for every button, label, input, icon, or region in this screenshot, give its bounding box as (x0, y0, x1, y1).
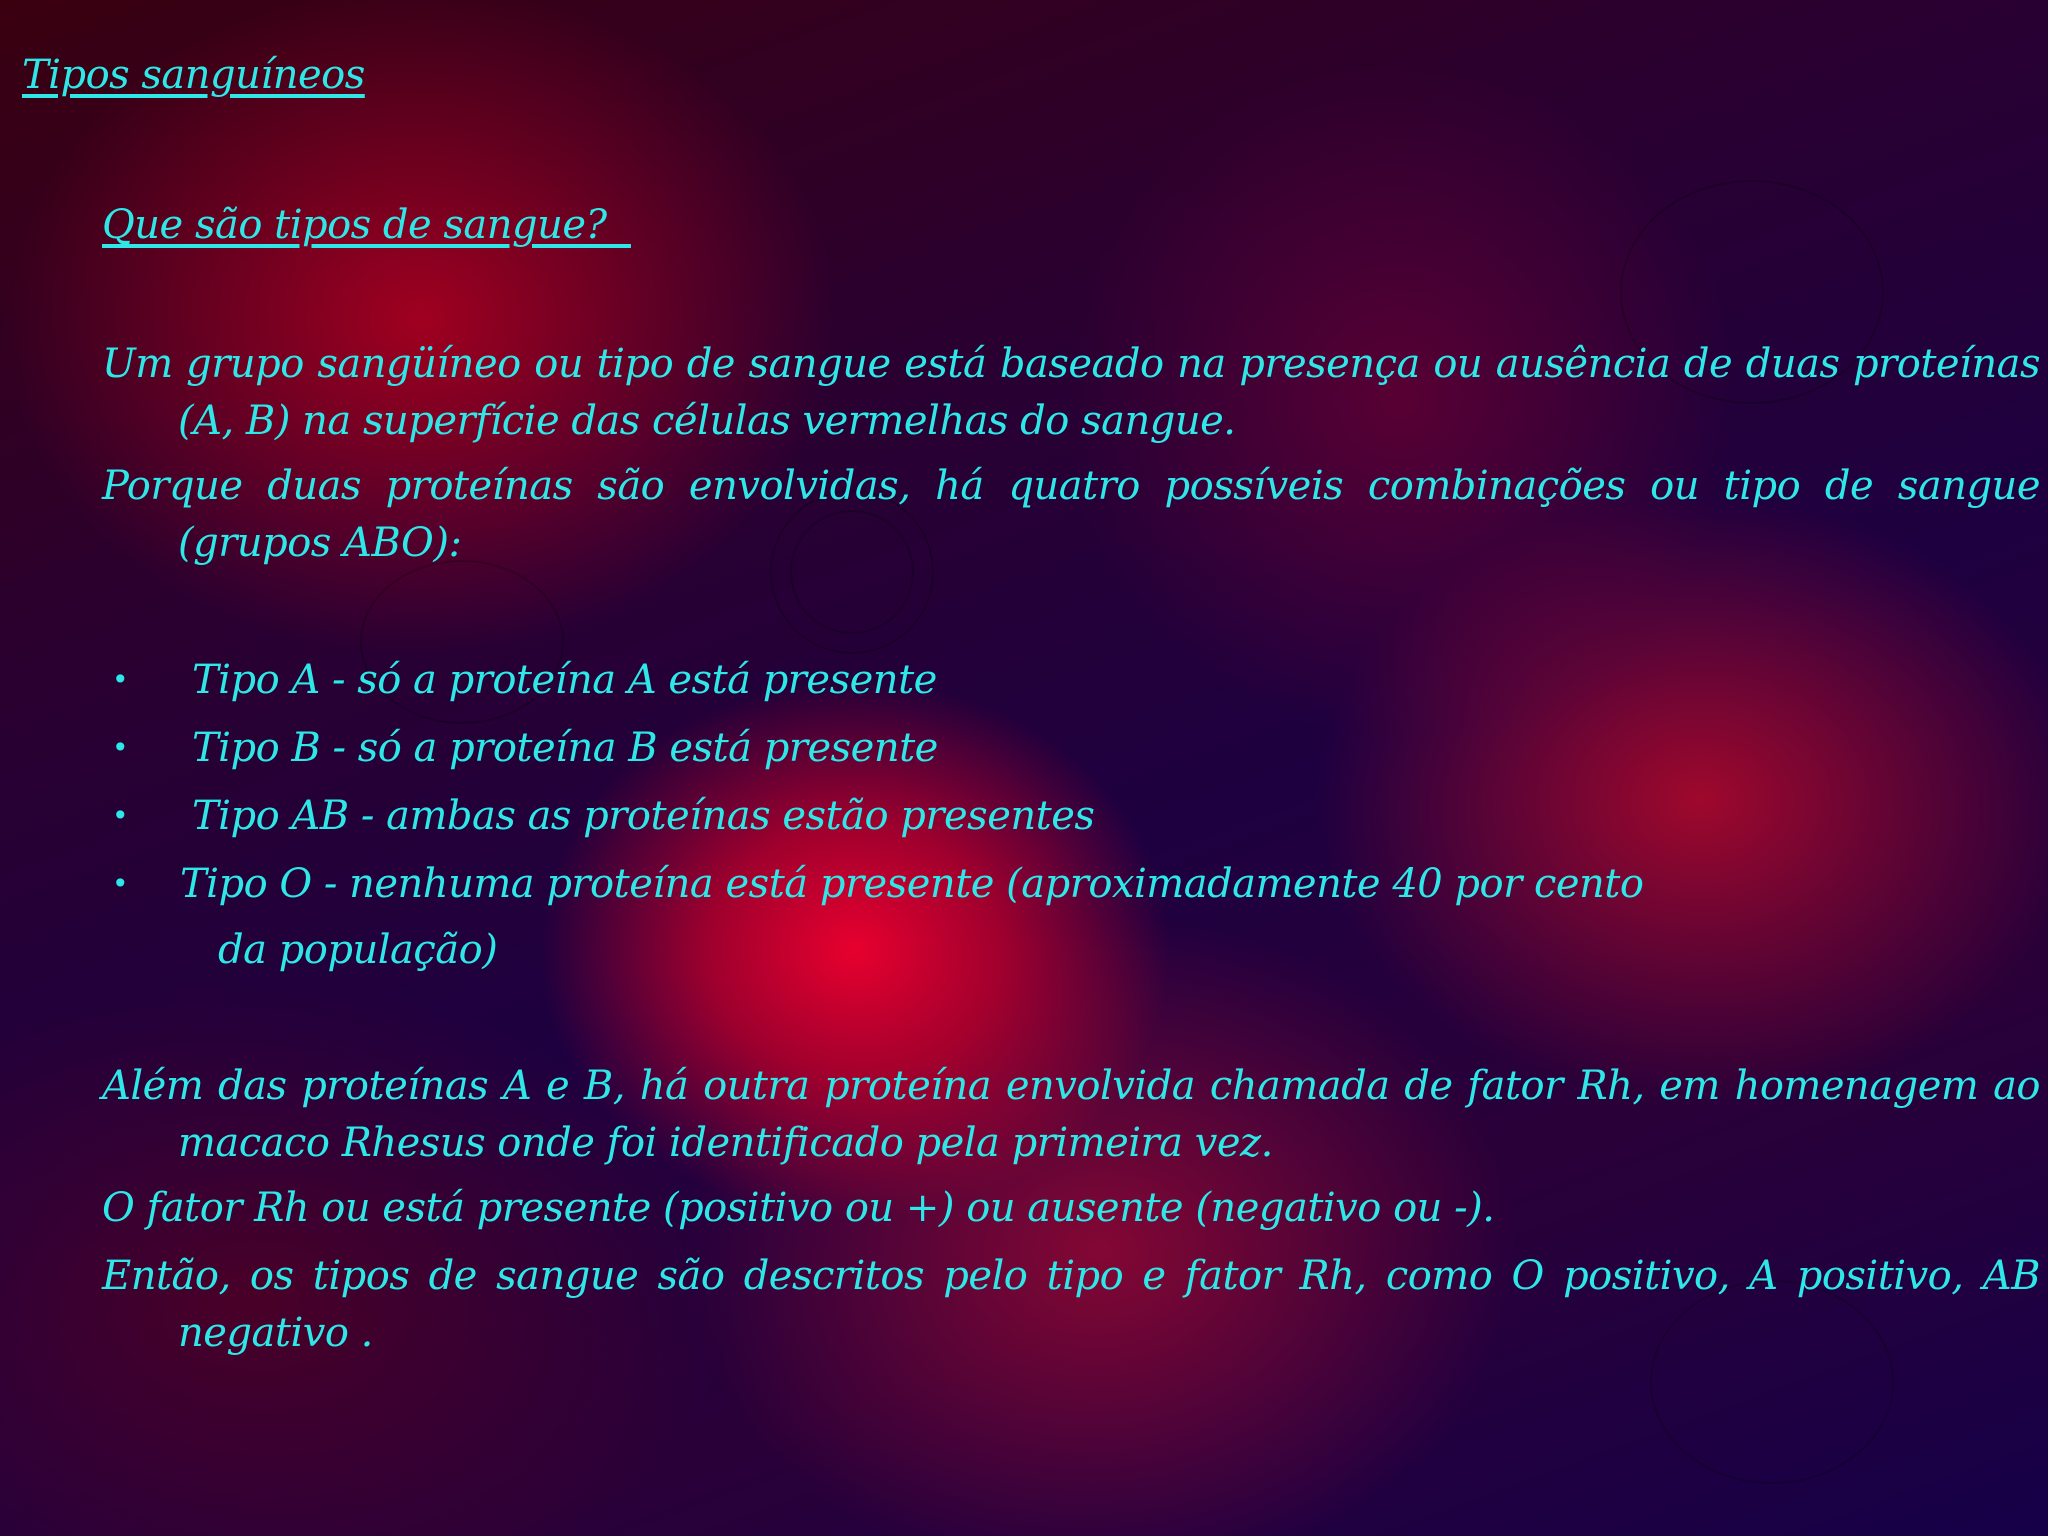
paragraph-abo-combinations: Porque duas proteínas são envolvidas, há quatro possíveis combinações ou tipo de sangue (grupos ABO): (102, 463, 2040, 566)
list-item-text: Tipo B - só a proteína B está presente (192, 725, 938, 771)
bullet-icon: • (112, 731, 129, 764)
list-item-continuation: da população) (218, 927, 498, 973)
list-item-text: Tipo A - só a proteína A está presente (192, 657, 937, 703)
paragraph-rh-factor: Além das proteínas A e B, há outra proteína envolvida chamada de fator Rh, em homenagem ao macaco Rhesus onde foi identificado pela primeira vez. (102, 1063, 2040, 1166)
bullet-icon: • (112, 663, 129, 696)
bullet-icon: • (112, 799, 129, 832)
bullet-icon: • (112, 867, 129, 900)
paragraph-rh-presence: O fator Rh ou está presente (positivo ou +) ou ausente (negativo ou -). (102, 1185, 1495, 1231)
slide-title: Tipos sanguíneos (22, 52, 365, 98)
slide-subtitle: Que são tipos de sangue? (102, 202, 631, 248)
paragraph-blood-group-definition: Um grupo sangüíneo ou tipo de sangue está baseado na presença ou ausência de duas proteínas (A, B) na superfície das células vermelhas do sangue. (102, 341, 2040, 444)
list-item-text: Tipo AB - ambas as proteínas estão presentes (192, 793, 1095, 839)
list-item-text: Tipo O - nenhuma proteína está presente (aproximadamente 40 por cento (180, 861, 1644, 907)
paragraph-blood-type-description: Então, os tipos de sangue são descritos pelo tipo e fator Rh, como O positivo, A positivo, AB negativo . (102, 1253, 2040, 1356)
